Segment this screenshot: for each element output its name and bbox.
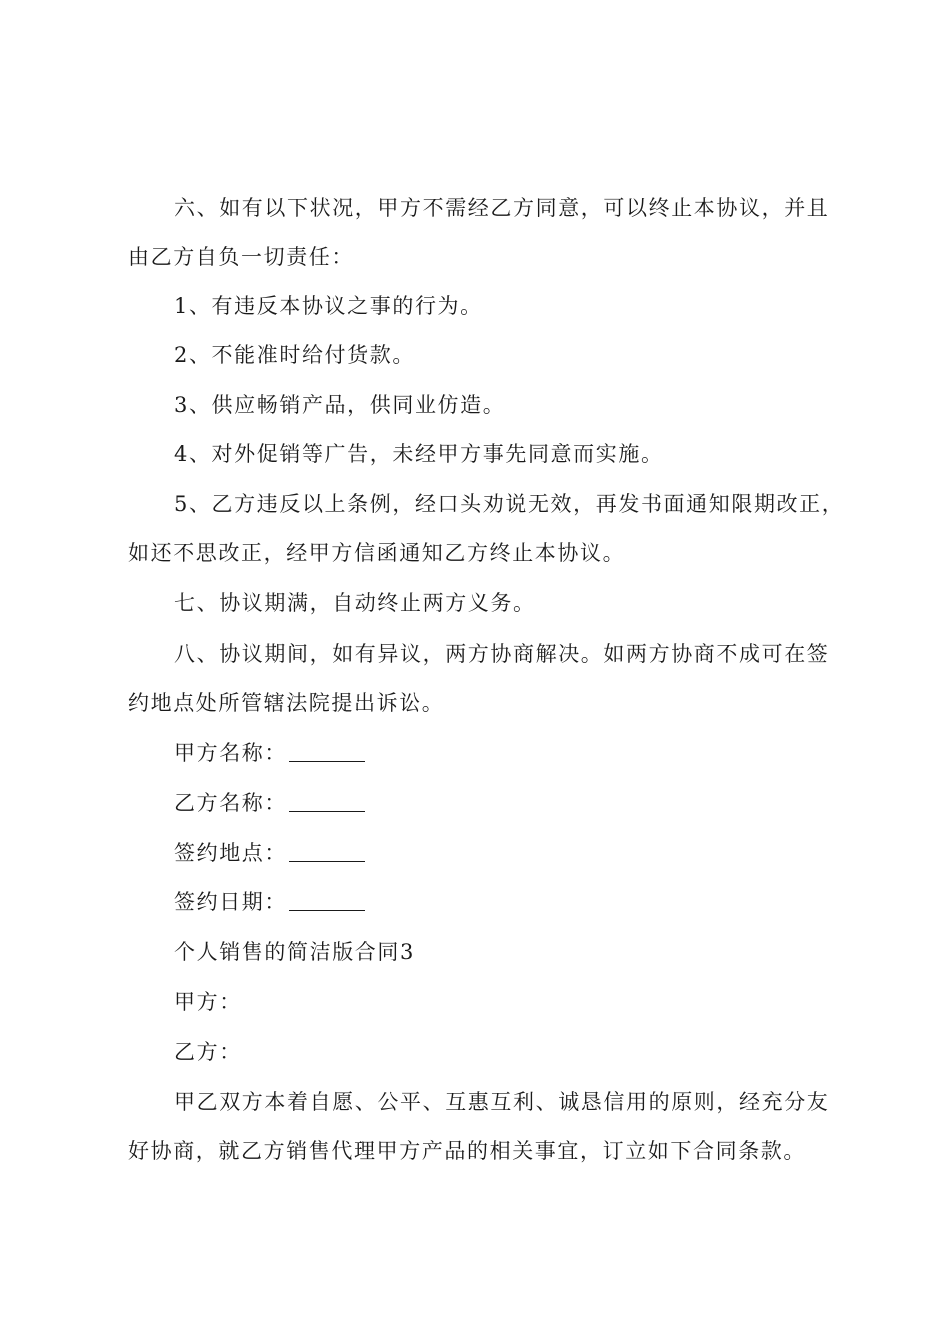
signature-blank bbox=[289, 890, 365, 911]
intro-line-1: 甲乙双方本着自愿、公平、互惠互利、诚恳信用的原则，经充分友 bbox=[174, 1090, 830, 1114]
signature-field-location bbox=[174, 838, 365, 868]
clause-6-item-4: 4、对外促销等广告，未经甲方事先同意而实施。 bbox=[174, 442, 664, 466]
signature-field-label: 签约地点： bbox=[174, 841, 287, 865]
clause-6-line-2: 由乙方自负一切责任： bbox=[128, 245, 354, 269]
signature-blank bbox=[289, 841, 365, 862]
signature-field-label: 甲方名称： bbox=[174, 741, 287, 765]
clause-6-item-5-line-2: 如还不思改正，经甲方信函通知乙方终止本协议。 bbox=[128, 541, 626, 565]
signature-field-party-a-name bbox=[174, 738, 365, 768]
clause-6-item-2: 2、不能准时给付货款。 bbox=[174, 343, 415, 367]
signature-field-label: 签约日期： bbox=[174, 890, 287, 914]
clause-8-line-2: 约地点处所管辖法院提出诉讼。 bbox=[128, 691, 445, 715]
party-b-label: 乙方： bbox=[174, 1040, 242, 1064]
signature-blank bbox=[289, 741, 365, 762]
signature-blank bbox=[289, 791, 365, 812]
party-a-label: 甲方： bbox=[174, 990, 242, 1014]
clause-7: 七、协议期满，自动终止两方义务。 bbox=[174, 591, 536, 615]
signature-field-party-b-name bbox=[174, 788, 365, 818]
intro-line-2: 好协商，就乙方销售代理甲方产品的相关事宜，订立如下合同条款。 bbox=[128, 1139, 806, 1163]
clause-8-line-1: 八、协议期间，如有异议，两方协商解决。如两方协商不成可在签 bbox=[174, 642, 830, 666]
signature-field-label: 乙方名称： bbox=[174, 791, 287, 815]
clause-6-line-1: 六、如有以下状况，甲方不需经乙方同意，可以终止本协议，并且 bbox=[174, 196, 830, 220]
clause-6-item-3: 3、供应畅销产品，供同业仿造。 bbox=[174, 393, 506, 417]
clause-6-item-5-line-1: 5、乙方违反以上条例，经口头劝说无效，再发书面通知限期改正， bbox=[174, 492, 845, 516]
clause-6-item-1: 1、有违反本协议之事的行为。 bbox=[174, 294, 483, 318]
signature-field-date bbox=[174, 887, 365, 917]
contract-title: 个人销售的简洁版合同3 bbox=[174, 940, 415, 964]
